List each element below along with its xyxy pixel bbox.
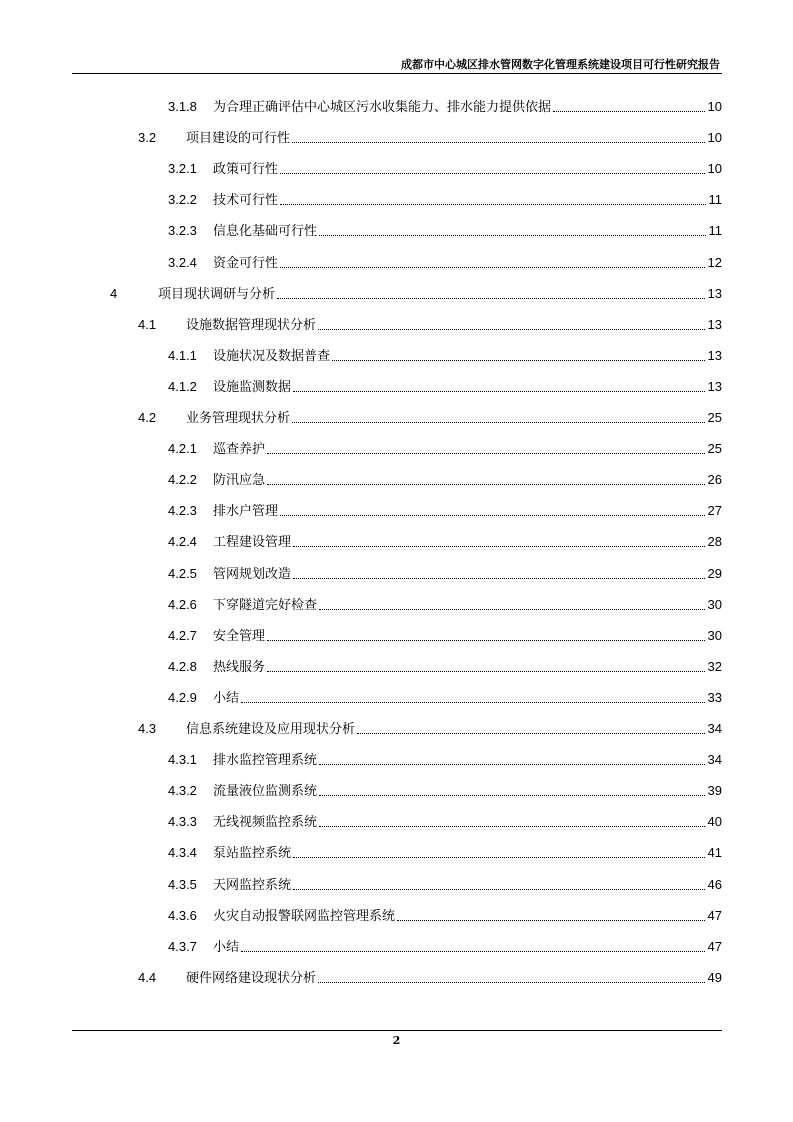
toc-entry-number: 4.4 — [138, 969, 157, 985]
toc-dot-leader — [267, 639, 705, 641]
toc-entry-number: 4.2.9 — [168, 689, 197, 705]
toc-entry-title: 排水监控管理系统 — [213, 753, 318, 769]
toc-entry-title: 流量液位监测系统 — [213, 784, 318, 800]
toc-entry-number: 4.2.2 — [168, 472, 197, 488]
toc-entry-title: 技术可行性 — [213, 193, 279, 209]
toc-dot-leader — [280, 172, 705, 174]
toc-entry-page: 25 — [707, 410, 722, 425]
toc-entry-page: 27 — [707, 503, 722, 519]
toc-entry[interactable] — [168, 159, 722, 179]
toc-dot-leader — [280, 266, 705, 268]
toc-entry-title: 项目建设的可行性 — [186, 131, 291, 147]
toc-entry-page: 26 — [707, 472, 722, 488]
toc-entry-number: 3.2.2 — [168, 192, 197, 208]
toc-entry-page: 30 — [707, 596, 722, 612]
toc-entry-number: 3.2.1 — [168, 161, 197, 177]
toc-entry[interactable] — [168, 532, 722, 552]
toc-entry[interactable] — [168, 190, 722, 210]
toc-entry-title: 政策可行性 — [213, 162, 279, 178]
toc-entry-number: 4 — [110, 285, 118, 301]
toc-entry-page: 47 — [707, 907, 722, 923]
toc-entry[interactable] — [168, 781, 722, 801]
toc-dot-leader — [319, 794, 705, 796]
toc-entry-page: 29 — [707, 565, 722, 581]
toc-entry[interactable] — [168, 843, 722, 863]
toc-entry-title: 小结 — [213, 939, 240, 955]
toc-dot-leader — [319, 234, 705, 236]
toc-entry[interactable] — [168, 221, 722, 241]
toc-entry[interactable] — [110, 284, 722, 304]
toc-entry-page: 49 — [707, 969, 722, 985]
toc-dot-leader — [280, 203, 705, 205]
toc-entry-title: 设施监测数据 — [213, 379, 292, 395]
toc-entry[interactable] — [168, 346, 722, 366]
toc-entry-page: 10 — [707, 130, 722, 146]
toc-entry-page: 33 — [707, 689, 722, 705]
toc-entry[interactable] — [138, 408, 722, 428]
toc-entry-page: 12 — [707, 254, 722, 270]
toc-entry-title: 工程建设管理 — [213, 535, 292, 551]
toc-entry-page: 13 — [707, 316, 722, 332]
toc-entry[interactable] — [138, 968, 722, 988]
toc-dot-leader — [319, 608, 705, 610]
toc-dot-leader — [241, 701, 705, 703]
toc-entry-number: 4.1.1 — [168, 347, 197, 363]
page-number: 2 — [392, 1034, 401, 1047]
toc-entry-title: 项目现状调研与分析 — [158, 286, 276, 302]
toc-entry-number: 4.3.4 — [168, 845, 197, 861]
toc-dot-leader — [241, 950, 705, 952]
toc-entry-title: 安全管理 — [213, 628, 266, 644]
toc-entry-number: 4.1.2 — [168, 378, 197, 394]
toc-dot-leader — [292, 141, 705, 143]
toc-dot-leader — [397, 919, 705, 921]
toc-entry-title: 管网规划改造 — [213, 566, 292, 582]
toc-dot-leader — [267, 452, 705, 454]
toc-entry[interactable] — [168, 253, 722, 273]
toc-entry-title: 信息化基础可行性 — [213, 224, 318, 240]
toc-entry-page: 10 — [707, 161, 722, 177]
header-divider — [72, 73, 722, 74]
toc-entry[interactable] — [168, 595, 722, 615]
toc-entry-page: 30 — [707, 627, 722, 643]
toc-entry[interactable] — [168, 501, 722, 521]
toc-dot-leader — [293, 390, 705, 392]
toc-entry-number: 4.3 — [138, 721, 157, 736]
toc-entry[interactable] — [168, 750, 722, 770]
toc-entry[interactable] — [168, 439, 722, 459]
toc-entry-page: 13 — [707, 285, 722, 301]
toc-entry-number: 4.3.5 — [168, 876, 197, 892]
toc-entry-title: 小结 — [213, 690, 240, 706]
toc-entry-title: 天网监控系统 — [213, 877, 292, 893]
toc-entry-title: 设施状况及数据普查 — [213, 348, 331, 364]
toc-entry-number: 3.2.3 — [168, 223, 197, 239]
toc-dot-leader — [318, 328, 705, 330]
toc-dot-leader — [553, 110, 705, 112]
toc-entry[interactable] — [168, 906, 722, 926]
toc-entry-title: 无线视频监控系统 — [213, 815, 318, 831]
toc-entry-title: 业务管理现状分析 — [186, 411, 291, 426]
toc-entry[interactable] — [168, 470, 722, 490]
toc-entry-number: 4.2.5 — [168, 565, 197, 581]
toc-entry[interactable] — [168, 97, 722, 117]
toc-entry[interactable] — [168, 564, 722, 584]
toc-dot-leader — [293, 856, 705, 858]
toc-entry-page: 28 — [707, 534, 722, 550]
toc-entry[interactable] — [138, 315, 722, 335]
toc-entry-number: 4.2 — [138, 410, 157, 425]
toc-entry-number: 4.3.3 — [168, 814, 197, 830]
toc-entry-page: 47 — [707, 938, 722, 954]
toc-entry-page: 40 — [707, 814, 722, 830]
toc-entry-number: 3.2.4 — [168, 254, 197, 270]
toc-entry-number: 3.1.8 — [168, 99, 197, 114]
footer-divider — [72, 1030, 722, 1031]
toc-entry-page: 11 — [708, 223, 722, 239]
toc-entry-title: 硬件网络建设现状分析 — [186, 970, 317, 986]
toc-dot-leader — [292, 421, 705, 423]
toc-dot-leader — [319, 825, 705, 827]
toc-entry-title: 资金可行性 — [213, 255, 279, 271]
toc-entry-number: 3.2 — [138, 130, 157, 146]
toc-entry-title: 巡查养护 — [213, 442, 266, 458]
toc-entry-title: 下穿隧道完好检查 — [213, 597, 318, 613]
toc-dot-leader — [293, 545, 705, 547]
toc-entry-page: 11 — [708, 192, 722, 208]
toc-entry[interactable] — [168, 626, 722, 646]
toc-dot-leader — [318, 981, 705, 983]
toc-entry-title: 为合理正确评估中心城区污水收集能力、排水能力提供依据 — [213, 100, 552, 115]
toc-entry-page: 46 — [707, 876, 722, 892]
toc-entry-title: 设施数据管理现状分析 — [186, 317, 317, 333]
toc-entry-page: 34 — [707, 752, 722, 768]
toc-entry-page: 25 — [707, 441, 722, 457]
toc-entry-title: 信息系统建设及应用现状分析 — [186, 722, 356, 737]
toc-entry-number: 4.2.4 — [168, 534, 197, 550]
toc-entry-title: 排水户管理 — [213, 504, 279, 520]
toc-entry-page: 13 — [707, 347, 722, 363]
toc-entry[interactable] — [168, 937, 722, 957]
toc-dot-leader — [332, 359, 705, 361]
toc-entry-page: 13 — [707, 378, 722, 394]
toc-dot-leader — [293, 577, 705, 579]
toc-entry-number: 4.1 — [138, 316, 157, 332]
toc-entry-title: 火灾自动报警联网监控管理系统 — [213, 908, 396, 924]
toc-dot-leader — [357, 732, 705, 734]
toc-entry-title: 泵站监控系统 — [213, 846, 292, 862]
toc-entry-number: 4.3.7 — [168, 938, 197, 954]
document-header-title: 成都市中心城区排水管网数字化管理系统建设项目可行性研究报告 — [401, 58, 720, 71]
toc-entry[interactable] — [168, 657, 722, 677]
toc-entry[interactable] — [138, 719, 722, 739]
toc-dot-leader — [267, 483, 705, 485]
toc-entry-number: 4.2.8 — [168, 658, 197, 674]
toc-entry[interactable] — [168, 688, 722, 708]
toc-dot-leader — [280, 514, 705, 516]
toc-entry-page: 41 — [707, 845, 722, 861]
toc-entry[interactable] — [138, 128, 722, 148]
toc-entry-number: 4.2.6 — [168, 596, 197, 612]
toc-dot-leader — [277, 297, 705, 299]
toc-entry-title: 热线服务 — [213, 659, 266, 675]
toc-entry-page: 39 — [707, 783, 722, 799]
toc-dot-leader — [319, 763, 705, 765]
toc-dot-leader — [293, 888, 705, 890]
toc-entry-number: 4.2.3 — [168, 503, 197, 519]
toc-entry-number: 4.3.6 — [168, 907, 197, 923]
toc-entry-page: 10 — [707, 99, 722, 114]
toc-entry-page: 32 — [707, 658, 722, 674]
toc-entry-number: 4.3.1 — [168, 752, 197, 768]
toc-entry[interactable] — [168, 377, 722, 397]
toc-entry-number: 4.3.2 — [168, 783, 197, 799]
toc-entry-number: 4.2.1 — [168, 441, 197, 457]
toc-entry-page: 34 — [707, 721, 722, 736]
toc-entry[interactable] — [168, 875, 722, 895]
toc-entry[interactable] — [168, 812, 722, 832]
toc-dot-leader — [267, 670, 705, 672]
toc-entry-number: 4.2.7 — [168, 627, 197, 643]
toc-entry-title: 防汛应急 — [213, 473, 266, 489]
